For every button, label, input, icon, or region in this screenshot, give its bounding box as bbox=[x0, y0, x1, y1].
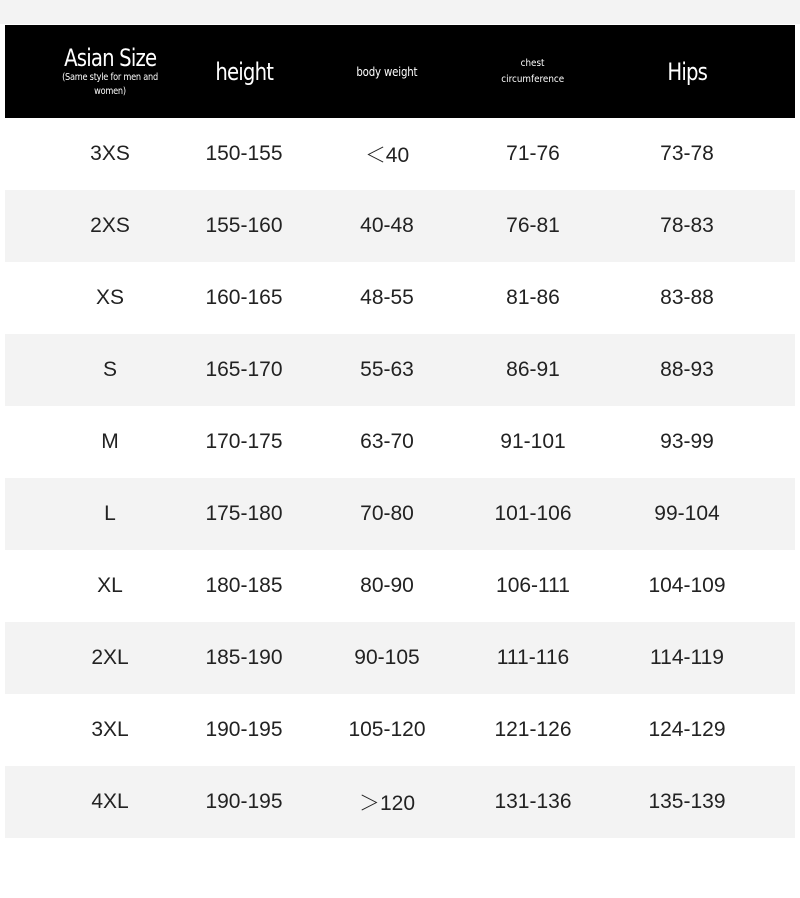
cell-height: 155-160 bbox=[205, 214, 283, 237]
cell-weight: 70-80 bbox=[360, 502, 414, 525]
cell-weight: ＜40 bbox=[364, 144, 410, 167]
cell-size: XS bbox=[95, 286, 124, 309]
table-row bbox=[5, 262, 795, 334]
cell-hips: 135-139 bbox=[648, 790, 726, 813]
cell-hips: 88-93 bbox=[660, 358, 714, 381]
top-strip bbox=[0, 0, 800, 24]
header-chest-line1: chest bbox=[521, 57, 545, 69]
cell-weight: 80-90 bbox=[360, 574, 414, 597]
header-chest bbox=[463, 25, 603, 118]
header-asian-size-note: (Same style for men and women) bbox=[62, 71, 158, 97]
cell-hips: 104-109 bbox=[648, 574, 726, 597]
table-row bbox=[5, 478, 795, 550]
cell-size: L bbox=[104, 502, 116, 525]
cell-chest: 76-81 bbox=[506, 214, 560, 237]
table-row bbox=[5, 190, 795, 262]
cell-weight: 105-120 bbox=[348, 718, 426, 741]
cell-height: 170-175 bbox=[205, 430, 283, 453]
cell-size: 3XS bbox=[90, 142, 130, 165]
cell-chest: 101-106 bbox=[494, 502, 572, 525]
table-row bbox=[5, 622, 795, 694]
cell-hips: 124-129 bbox=[648, 718, 726, 741]
cell-height: 175-180 bbox=[205, 502, 283, 525]
cell-weight: 55-63 bbox=[360, 358, 414, 381]
table-row bbox=[5, 694, 795, 766]
table-row bbox=[5, 766, 795, 838]
cell-weight: 40-48 bbox=[360, 214, 414, 237]
cell-size: S bbox=[102, 358, 117, 381]
cell-hips: 93-99 bbox=[660, 430, 714, 453]
cell-hips: 114-119 bbox=[650, 646, 724, 669]
cell-hips: 83-88 bbox=[660, 286, 714, 309]
header-height bbox=[184, 25, 304, 118]
header-body-weight-label: body weight bbox=[356, 64, 418, 79]
cell-height: 150-155 bbox=[205, 142, 283, 165]
cell-size: 2XL bbox=[91, 646, 129, 669]
cell-size: 3XL bbox=[91, 718, 129, 741]
cell-height: 160-165 bbox=[205, 286, 283, 309]
cell-height: 190-195 bbox=[205, 790, 283, 813]
size-table bbox=[5, 25, 795, 838]
cell-chest: 91-101 bbox=[500, 430, 566, 453]
cell-weight: 63-70 bbox=[360, 430, 414, 453]
cell-height: 180-185 bbox=[205, 574, 283, 597]
cell-chest: 121-126 bbox=[494, 718, 572, 741]
header-body-weight bbox=[317, 25, 457, 118]
cell-hips: 73-78 bbox=[660, 142, 714, 165]
cell-size: XL bbox=[97, 574, 123, 597]
header-hips-label: Hips bbox=[667, 57, 707, 86]
cell-size: M bbox=[101, 430, 119, 453]
cell-chest: 86-91 bbox=[506, 358, 560, 381]
header-height-label: height bbox=[215, 57, 273, 86]
cell-size: 2XS bbox=[90, 214, 130, 237]
cell-weight: 48-55 bbox=[360, 286, 414, 309]
table-body bbox=[5, 118, 795, 838]
header-asian-size bbox=[40, 25, 180, 118]
cell-chest: 71-76 bbox=[506, 142, 560, 165]
table-header bbox=[5, 25, 795, 118]
cell-height: 190-195 bbox=[205, 718, 283, 741]
table-row bbox=[5, 334, 795, 406]
table-row bbox=[5, 118, 795, 190]
cell-chest: 106-111 bbox=[496, 574, 570, 597]
cell-weight: 90-105 bbox=[354, 646, 420, 669]
cell-chest: 111-116 bbox=[496, 646, 570, 669]
header-asian-size-title: Asian Size bbox=[63, 43, 157, 72]
cell-height: 185-190 bbox=[205, 646, 283, 669]
header-hips bbox=[617, 25, 757, 118]
cell-chest: 81-86 bbox=[506, 286, 560, 309]
table-row bbox=[5, 550, 795, 622]
cell-hips: 99-104 bbox=[654, 502, 720, 525]
header-chest-line2: circumference bbox=[501, 73, 565, 85]
cell-height: 165-170 bbox=[205, 358, 283, 381]
cell-size: 4XL bbox=[91, 790, 129, 813]
cell-hips: 78-83 bbox=[660, 214, 714, 237]
cell-chest: 131-136 bbox=[494, 790, 572, 813]
table-row bbox=[5, 406, 795, 478]
cell-weight: ＞120 bbox=[358, 792, 416, 815]
